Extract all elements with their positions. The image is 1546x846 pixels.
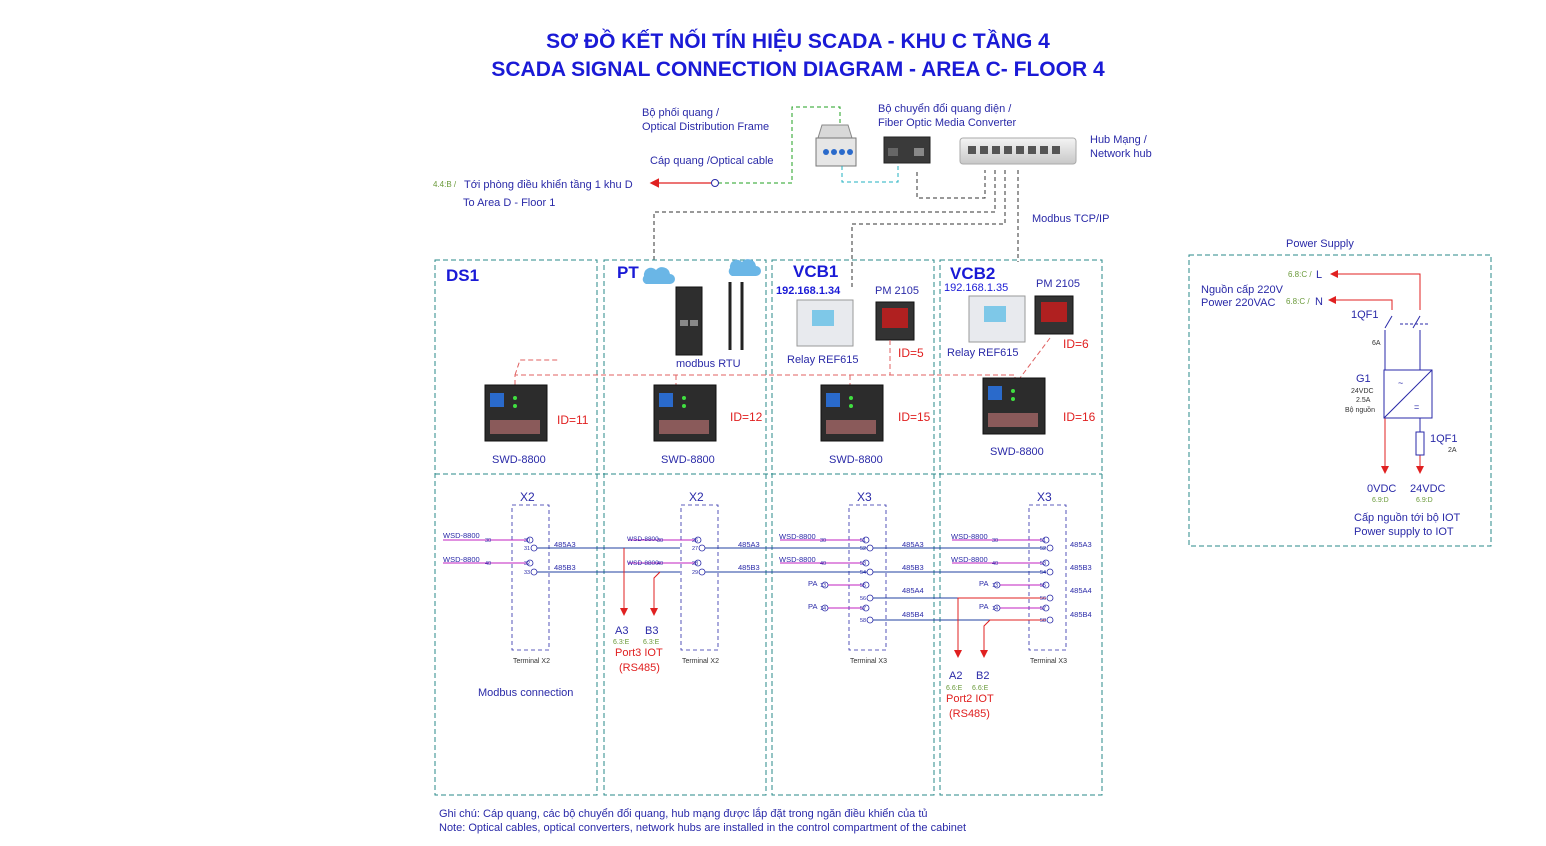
power-supply-en: Power supply to IOT [1354,526,1454,538]
vcb2-source-pin-number: 40 [992,561,999,567]
vcb2-pin-number: 58 [1040,618,1047,624]
rs485-chain [515,338,1050,385]
vcb1-pin-number: 55 [860,583,867,589]
vcb1-pm-id: ID=5 [898,346,924,360]
ds1-b3: 485B3 [554,563,576,572]
vcb2-device-label: SWD-8800 [990,446,1044,458]
ds1-a3: 485A3 [554,540,576,549]
note-en: Note: Optical cables, optical converters, network hubs are installed in the control compartment of the cabinet [439,822,967,834]
ds1-pin-number: 33 [524,570,531,576]
vcb2-id: ID=16 [1063,410,1096,424]
cable-node [712,180,719,187]
swd-8800-vcb1 [821,385,883,441]
vcb2-src-3: PA [979,579,989,588]
to-control-vi: Tới phòng điều khiển tầng 1 khu D [464,179,633,191]
ds1-pin-number: 32 [524,561,531,567]
port2-a-ref: 6.6:E [946,685,963,692]
to-control-ref: 4.4:B / [433,180,457,189]
vcb1-source-pin-number: 30 [820,538,827,544]
vcb2-pin-number: 52 [1040,546,1047,552]
pt-pin-number: 28 [692,561,699,567]
modbus-rtu-label: modbus RTU [676,358,741,370]
vcb1-relay-device [797,300,853,346]
power-l-ref: 6.8:C / [1288,270,1312,279]
power-out0: 0VDC [1367,483,1397,495]
port2-b-label: B2 [976,670,990,682]
vcb1-pin-number: 57 [860,606,867,612]
vcb1-src-3: PA [808,579,818,588]
swd-8800-ds1 [485,385,547,441]
port3-label: Port3 IOT [615,647,663,659]
power-fuse [1416,432,1424,455]
odf-label-vi: Bộ phối quang / [642,107,720,119]
vcb2-pin-number: 56 [1040,596,1047,602]
port2-label: Port2 IOT [946,693,994,705]
vcb2-src-1: WSD-8800 [951,532,988,541]
hub-label-vi: Hub Mạng / [1090,134,1147,146]
media-converter-device [884,137,930,163]
odf-label-en: Optical Distribution Frame [642,121,770,133]
pt-terminal-label: Terminal X2 [682,658,719,665]
ds1-terminal-label: Terminal X2 [513,658,550,665]
vcb2-ip: 192.168.1.35 [944,282,1009,294]
svg-text:=: = [1414,402,1420,412]
ds1-pin-number: 30 [524,538,531,544]
panel-title-ds1: DS1 [446,266,480,285]
vcb2-source-pin-number: 30 [992,538,999,544]
vcb1-pin-number: 56 [860,596,867,602]
vcb1-terminal-label: Terminal X3 [850,658,887,665]
vcb2-b4: 485B4 [1070,610,1092,619]
ds1-terminal-name: X2 [520,490,535,504]
pt-pin-number: 29 [692,570,699,576]
vcb2-relay-device [969,296,1025,342]
pt-device-label: SWD-8800 [661,454,715,466]
vcb1-b4: 485B4 [902,610,924,619]
ds1-wiring [443,540,680,614]
power-g1-name: Bộ nguồn [1345,407,1375,414]
vcb2-source-pin-number: 13 [992,583,999,589]
power-g1-a: 2.5A [1356,397,1371,404]
vcb2-pin-number: 57 [1040,606,1047,612]
title-line1: SƠ ĐỒ KẾT NỐI TÍN HIỆU SCADA - KHU C TẦNG 4 [546,30,1050,53]
vcb1-src-1: WSD-8800 [779,532,816,541]
terminal-frames [512,505,1066,650]
vcb1-ip: 192.168.1.34 [776,285,841,297]
pt-terminal-name: X2 [689,490,704,504]
odf-device [816,125,856,166]
vcb1-pin-number: 52 [860,546,867,552]
power-g1-v: 24VDC [1351,388,1374,395]
port3-a-label: A3 [615,625,629,637]
vcb1-relay-label: Relay REF615 [787,354,859,366]
vcb1-source-pin-number: 40 [820,561,827,567]
ds1-src-1: WSD-8800 [443,531,480,540]
vcb2-terminal-label: Terminal X3 [1030,658,1067,665]
to-control-en: To Area D - Floor 1 [463,197,556,209]
vcb2-a3: 485A3 [1070,540,1092,549]
vcb1-pin-number: 51 [860,538,867,544]
pt-source-pin-number: 40 [657,561,664,567]
vcb1-device-label: SWD-8800 [829,454,883,466]
power-source-vi: Nguồn cấp 220V [1201,284,1283,296]
port3-b-ref: 6.3:E [643,639,660,646]
title-line2: SCADA SIGNAL CONNECTION DIAGRAM - AREA C- FLOOR 4 [491,58,1105,81]
vcb2-pm-id: ID=6 [1063,337,1089,351]
vcb1-source-pin-number: 14 [820,606,827,612]
power-qf1-rating: 6A [1372,340,1381,347]
vcb1-source-pin-number: 13 [820,583,827,589]
vcb2-pm-device [1035,296,1073,334]
vcb2-pin-number: 53 [1040,561,1047,567]
ds1-pin-number: 31 [524,546,531,552]
hub-label-en: Network hub [1090,148,1152,160]
port3-a-ref: 6.3:E [613,639,630,646]
modbus-tcp-label: Modbus TCP/IP [1032,213,1110,225]
ds1-id: ID=11 [557,413,589,427]
pt-a3: 485A3 [738,540,760,549]
power-qf2: 1QF1 [1430,433,1458,445]
vcb2-src-4: PA [979,602,989,611]
vcb2-source-pin-number: 14 [992,606,999,612]
vcb1-a4: 485A4 [902,586,924,595]
vcb1-src-2: WSD-8800 [779,555,816,564]
port2-rs485: (RS485) [949,708,990,720]
vcb1-pin-number: 58 [860,618,867,624]
vcb2-pin-number: 55 [1040,583,1047,589]
ds1-source-pin-number: 30 [485,538,492,544]
port3-rs485: (RS485) [619,662,660,674]
power-l: L [1316,269,1323,281]
note-vi: Ghi chú: Cáp quang, các bộ chuyển đổi quang, hub mạng được lắp đặt trong ngăn điều khiển của tủ [439,808,928,820]
pt-pin-number: 27 [692,546,699,552]
vcb2-relay-label: Relay REF615 [947,347,1019,359]
svg-text:~: ~ [1398,378,1404,388]
vcb1-id: ID=15 [898,410,931,424]
power-g1: G1 [1356,373,1371,385]
swd-8800-pt [654,385,716,441]
converter-label-en: Fiber Optic Media Converter [878,117,1017,129]
power-supply-vi: Cấp nguồn tới bộ IOT [1354,512,1461,524]
pt-src-2: WSD-8800 [627,560,659,567]
power-qf1: 1QF1 [1351,309,1379,321]
modbus-connection-label: Modbus connection [478,687,574,699]
vcb1-a3: 485A3 [902,540,924,549]
vcb1-src-4: PA [808,602,818,611]
swd-8800-vcb2 [983,378,1045,434]
vcb1-b3: 485B3 [902,563,924,572]
power-out24: 24VDC [1410,483,1446,495]
vcb2-pin-number: 51 [1040,538,1047,544]
power-out0-ref: 6.9:D [1372,497,1389,504]
converter-label-vi: Bộ chuyển đổi quang điện / [878,103,1012,115]
power-qf2-rating: 2A [1448,447,1457,454]
port3-b-label: B3 [645,625,659,637]
modbus-rtu-device [643,259,761,355]
vcb2-pm: PM 2105 [1036,278,1081,290]
vcb1-terminal-name: X3 [857,490,872,504]
pt-src-1: WSD-8800 [627,536,659,543]
power-n-ref: 6.8:C / [1286,297,1310,306]
panel-title-vcb2: VCB2 [950,264,996,283]
network-hub-device [960,138,1076,164]
port2-a-label: A2 [949,670,963,682]
power-supply-unit [1384,370,1432,418]
panel-title-pt: PT [617,263,639,282]
pt-source-pin-number: 30 [657,538,664,544]
power-source-en: Power 220VAC [1201,297,1276,309]
power-title: Power Supply [1286,238,1354,250]
vcb2-a4: 485A4 [1070,586,1092,595]
pt-id: ID=12 [730,410,763,424]
panel-title-vcb1: VCB1 [793,262,839,281]
vcb1-pm-device [876,302,914,340]
vcb2-pin-number: 54 [1040,570,1047,576]
vcb1-pin-number: 53 [860,561,867,567]
vcb1-pin-number: 54 [860,570,867,576]
vcb2-b3: 485B3 [1070,563,1092,572]
pt-pin-number: 26 [692,538,699,544]
optical-cable-label: Cáp quang /Optical cable [650,155,774,167]
port2-b-ref: 6.6:E [972,685,989,692]
vcb2-src-2: WSD-8800 [951,555,988,564]
power-out24-ref: 6.9:D [1416,497,1433,504]
converter-hub-line [917,170,985,198]
vcb2-terminal-name: X3 [1037,490,1052,504]
pt-b3: 485B3 [738,563,760,572]
power-n: N [1315,296,1323,308]
ds1-src-2: WSD-8800 [443,555,480,564]
ds1-device-label: SWD-8800 [492,454,546,466]
ds1-source-pin-number: 40 [485,561,492,567]
vcb1-pm: PM 2105 [875,285,920,297]
